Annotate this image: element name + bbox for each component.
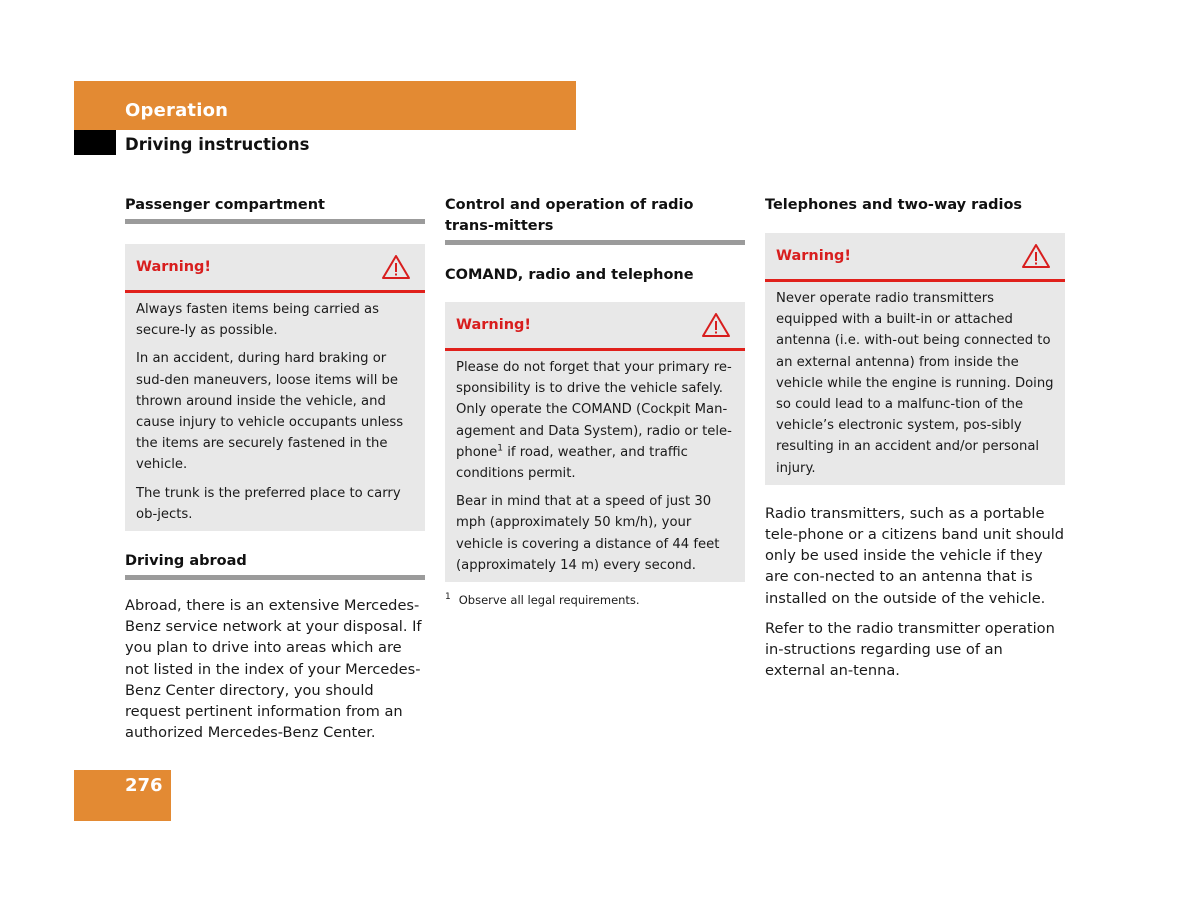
warning-paragraph: Never operate radio transmitters equipped with a built-in or attached antenna (i.e. with-out being connected to an external antenna) from inside the vehicle while the engine is running. Doing so could lead to a malfunc-tion of the vehicle’s electronic system, pos-sibly resulting in an accident and/or personal injury. bbox=[776, 291, 1054, 476]
page-number: 276 bbox=[125, 775, 163, 796]
footnote bbox=[445, 592, 745, 608]
warning-header bbox=[765, 233, 1065, 282]
column-radio-transmitters bbox=[445, 195, 745, 608]
footnote-mark: 1 bbox=[445, 592, 451, 603]
warning-text: if road, weather, and traffic conditions permit. bbox=[456, 444, 688, 482]
warning-label: Warning! bbox=[776, 248, 852, 264]
warning-paragraph: In an accident, during hard braking or sud-den maneuvers, loose items will be thrown around inside the vehicle, and cause injury to vehicle occupants unless the items are securely fastened in the vehicle. bbox=[136, 351, 404, 473]
heading-driving-abroad: Driving abroad bbox=[125, 551, 425, 580]
warning-triangle-icon bbox=[701, 312, 731, 338]
subsection-marker bbox=[74, 130, 116, 155]
footnote-text: Observe all legal requirements. bbox=[458, 593, 640, 608]
subsection-title: Driving instructions bbox=[125, 135, 310, 154]
heading-radio-transmitters: Control and operation of radio trans-mitters bbox=[445, 195, 745, 245]
body-paragraph: Radio transmitters, such as a portable tele-phone or a citizens band unit should only be used inside the vehicle if they are con-nected to an antenna that is installed on the outside of the vehicle. bbox=[765, 504, 1065, 607]
column-passenger-compartment bbox=[125, 195, 425, 752]
warning-text: Please do not forget that your primary re-sponsibility is to drive the vehicle safely. Only operate the COMAND (Cockpit Man-agement and Data System), radio or tele-phone bbox=[456, 360, 732, 460]
body-paragraph: Abroad, there is an extensive Mercedes-Benz service network at your disposal. If you plan to drive into areas which are not listed in the index of your Mercedes-Benz Center directory, you should request pertinent information from an authorized Mercedes-Benz Center. bbox=[125, 597, 422, 742]
body-paragraph: Refer to the radio transmitter operation in-structions regarding use of an external an-tenna. bbox=[765, 619, 1055, 680]
section-title: Operation bbox=[125, 100, 229, 121]
warning-paragraph: Always fasten items being carried as secure-ly as possible. bbox=[136, 302, 380, 339]
heading-passenger-compartment: Passenger compartment bbox=[125, 195, 425, 224]
warning-paragraph bbox=[456, 357, 735, 484]
warning-box bbox=[765, 233, 1065, 485]
warning-box bbox=[445, 302, 745, 582]
warning-header bbox=[445, 302, 745, 351]
warning-box bbox=[125, 244, 425, 531]
warning-label: Warning! bbox=[456, 317, 532, 333]
warning-paragraph: The trunk is the preferred place to carry ob-jects. bbox=[136, 485, 401, 522]
warning-header bbox=[125, 244, 425, 293]
warning-triangle-icon bbox=[381, 254, 411, 280]
column-telephones bbox=[765, 195, 1065, 690]
warning-body bbox=[765, 282, 1065, 485]
heading-telephones: Telephones and two-way radios bbox=[765, 197, 1023, 213]
warning-body bbox=[445, 351, 745, 582]
warning-body bbox=[125, 293, 425, 531]
warning-label: Warning! bbox=[136, 259, 212, 275]
footnote-reference: 1 bbox=[497, 443, 504, 454]
warning-triangle-icon bbox=[1021, 243, 1051, 269]
subheading-comand: COMAND, radio and telephone bbox=[445, 267, 694, 283]
warning-paragraph: Bear in mind that at a speed of just 30 mph (approximately 50 km/h), your vehicle is covering a distance of 44 feet (approximately 14 m) every second. bbox=[456, 494, 720, 573]
